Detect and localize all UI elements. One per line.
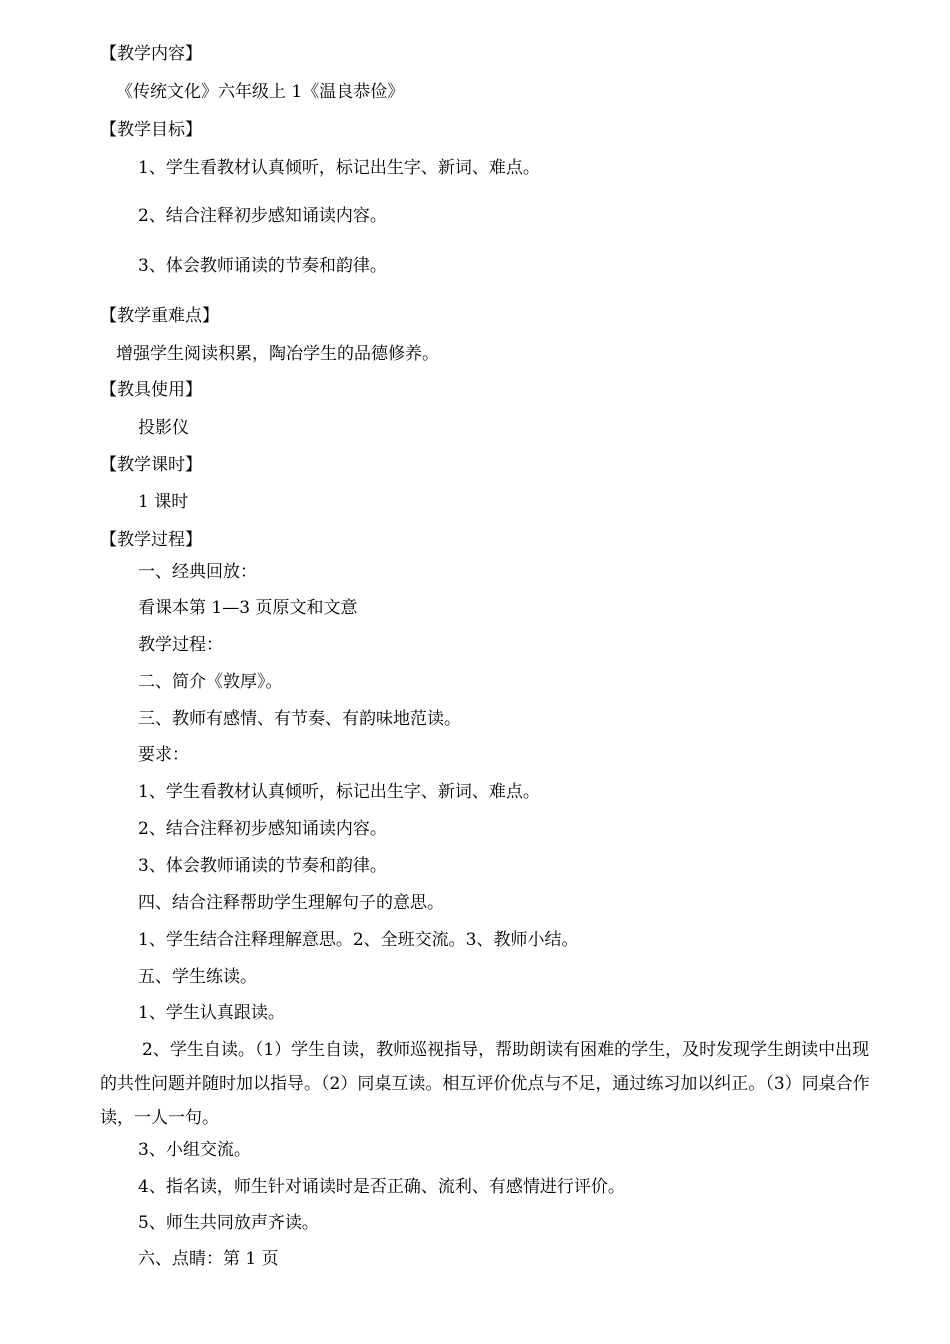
process-item: 1、学生看教材认真倾听，标记出生字、新词、难点。 <box>138 782 540 802</box>
long-paragraph: 2、学生自读。（1）学生自读，教师巡视指导，帮助朗读有困难的学生，及时发现学生朗读中出现的共性问题并随时加以指导。（2）同桌互读。相互评价优点与不足，通过练习加以纠正。（3）同桌合作读，一人一句。 <box>100 1040 870 1128</box>
process-item: 4、指名读，师生针对诵读时是否正确、流利、有感情进行评价。 <box>138 1177 625 1197</box>
process-item: 五、学生练读。 <box>138 967 257 987</box>
process-item: 1、学生认真跟读。 <box>138 1003 285 1023</box>
process-item: 六、点睛：第 1 页 <box>138 1249 279 1269</box>
process-item: 5、师生共同放声齐读。 <box>138 1213 319 1233</box>
process-item: 二、简介《敦厚》。 <box>138 672 283 692</box>
process-item: 2、结合注释初步感知诵读内容。 <box>138 819 387 839</box>
content-text: 《传统文化》六年级上 1《温良恭俭》 <box>116 82 405 102</box>
process-item: 一、经典回放： <box>138 562 257 582</box>
goal-item: 2、结合注释初步感知诵读内容。 <box>138 206 387 226</box>
key-heading: 【教学重难点】 <box>100 306 219 326</box>
goal-item: 3、体会教师诵读的节奏和韵律。 <box>138 256 387 276</box>
hours-text: 1 课时 <box>138 492 189 512</box>
tools-text: 投影仪 <box>138 418 189 438</box>
content-heading: 【教学内容】 <box>100 44 202 64</box>
process-item: 3、小组交流。 <box>138 1140 251 1160</box>
process-item: 要求： <box>138 745 189 765</box>
process-item: 教学过程： <box>138 635 223 655</box>
tools-heading: 【教具使用】 <box>100 380 202 400</box>
process-item: 三、教师有感情、有节奏、有韵味地范读。 <box>138 709 461 729</box>
process-item: 四、结合注释帮助学生理解句子的意思。 <box>138 893 444 913</box>
goal-item: 1、学生看教材认真倾听，标记出生字、新词、难点。 <box>138 158 540 178</box>
key-text: 增强学生阅读积累，陶冶学生的品德修养。 <box>116 344 439 364</box>
hours-heading: 【教学课时】 <box>100 455 202 475</box>
process-item: 3、体会教师诵读的节奏和韵律。 <box>138 856 387 876</box>
process-item: 1、学生结合注释理解意思。2、全班交流。3、教师小结。 <box>138 930 579 950</box>
process-item: 看课本第 1—3 页原文和文意 <box>138 598 358 618</box>
goals-heading: 【教学目标】 <box>100 120 202 140</box>
process-heading: 【教学过程】 <box>100 530 202 550</box>
